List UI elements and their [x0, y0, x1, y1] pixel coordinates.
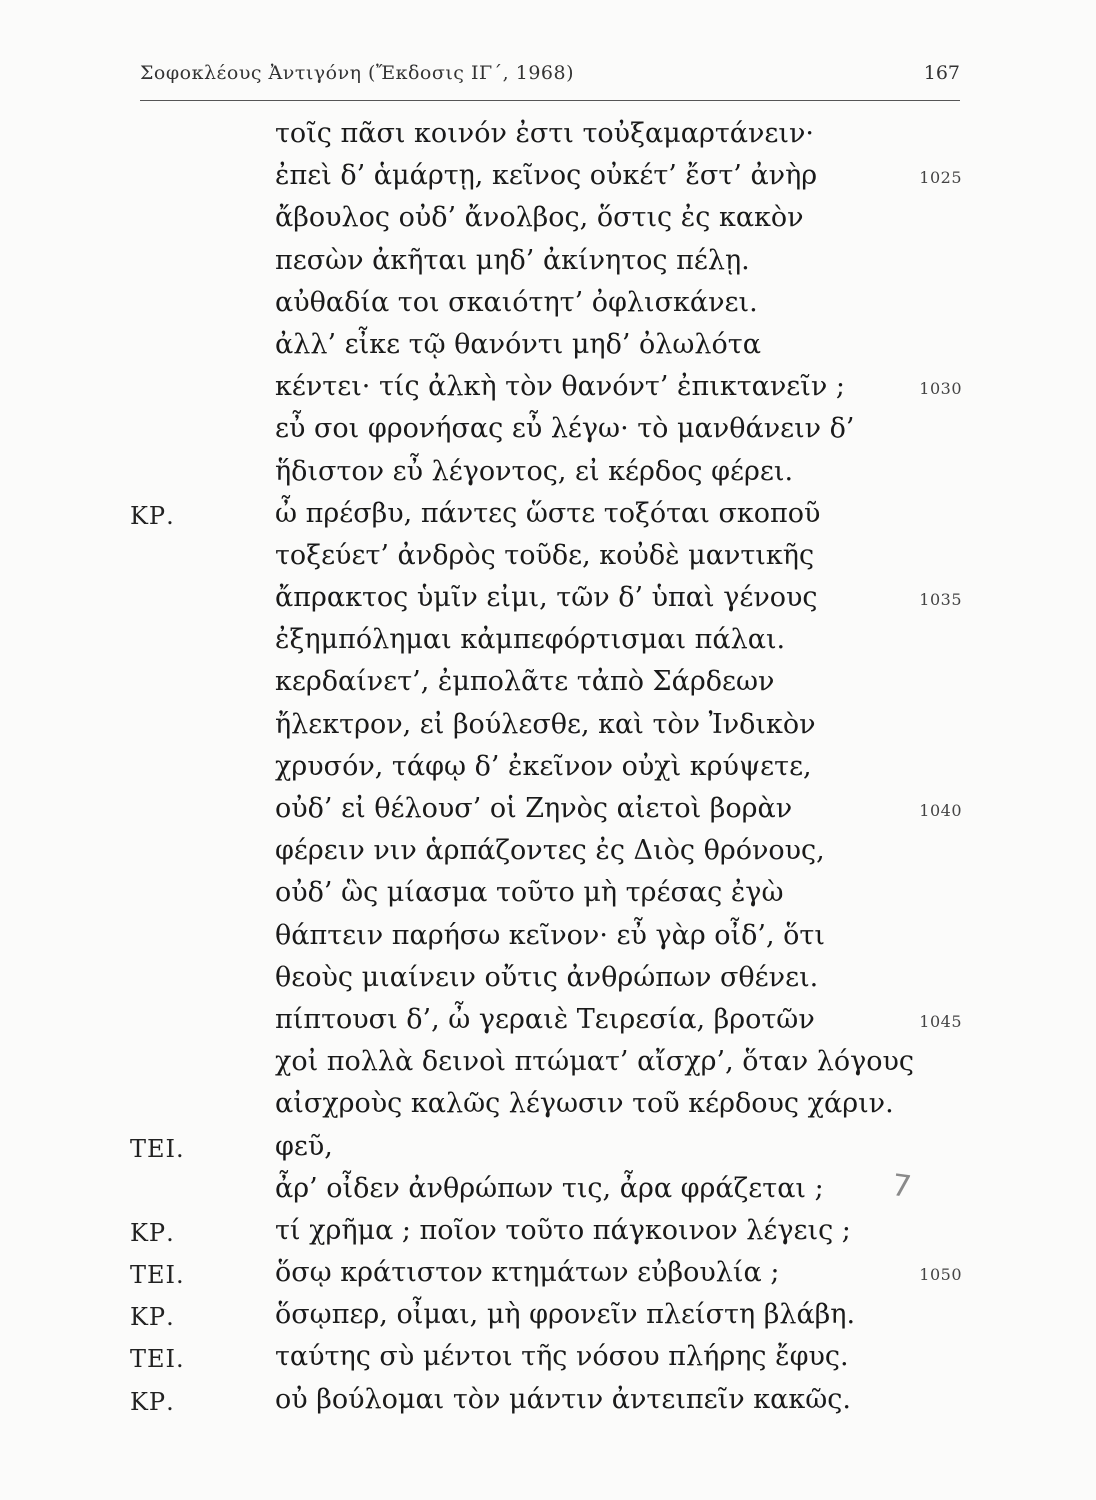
speaker-label: ΤΕΙ.: [130, 1134, 185, 1163]
verse-text: οὐδ’ εἰ θέλουσ’ οἱ Ζηνὸς αἰετοὶ βορὰν: [275, 793, 793, 824]
verse-text: χοἰ πολλὰ δεινοὶ πτώματ’ αἴσχρ’, ὅταν λόγους: [275, 1046, 915, 1078]
verse-line: [0, 1167, 1096, 1215]
verse-block: [0, 118, 1096, 1426]
verse-text: πίπτουσι δ’, ὦ γεραιὲ Τειρεσία, βροτῶν: [275, 1003, 815, 1035]
verse-text: κέντει· τίς ἀλκὴ τὸν θανόντ’ ἐπικτανεῖν ;: [275, 371, 845, 403]
header-rule: [140, 100, 960, 101]
verse-text: κερδαίνετ’, ἐμπολᾶτε τἀπὸ Σάρδεων: [275, 666, 775, 698]
verse-text: εὖ σοι φρονήσας εὖ λέγω· τὸ μανθάνειν δ’: [275, 413, 855, 445]
line-number: 1040: [919, 801, 962, 820]
running-title: Σοφοκλέους Ἀντιγόνη (Ἔκδοσις ΙΓ΄, 1968): [140, 62, 575, 84]
verse-text: ὅσῳπερ, οἶμαι, μὴ φρονεῖν πλείστη βλάβη.: [275, 1299, 856, 1331]
verse-line: [0, 1341, 1096, 1383]
speaker-label: ΤΕΙ.: [130, 1261, 185, 1290]
verse-line: [0, 582, 1096, 624]
verse-line: [0, 835, 1096, 877]
verse-text: αἰσχροὺς καλῶς λέγωσιν τοῦ κέρδους χάριν.: [275, 1088, 894, 1120]
speaker-label: ΚΡ.: [130, 1303, 175, 1332]
verse-text: οὐδ’ ὣς μίασμα τοῦτο μὴ τρέσας ἐγὼ: [275, 877, 784, 909]
verse-line: [0, 413, 1096, 455]
verse-line: [0, 1046, 1096, 1088]
line-number: 1030: [919, 379, 962, 399]
speaker-label: ΚΡ.: [130, 1218, 175, 1247]
verse-text: ἐξημπόλημαι κἀμπεφόρτισμαι πάλαι.: [275, 624, 786, 656]
verse-text: ἐπεὶ δ’ ἁμάρτῃ, κεῖνος οὐκέτ’ ἔστ’ ἀνὴρ: [275, 160, 818, 192]
line-number: 1025: [919, 168, 962, 188]
line-number: 1035: [919, 590, 962, 610]
verse-text: τοῖς πᾶσι κοινόν ἐστι τοὐξαμαρτάνειν·: [275, 118, 814, 149]
verse-line: [0, 329, 1096, 371]
verse-line: [0, 498, 1096, 540]
verse-line: [0, 1004, 1096, 1046]
verse-text: οὐ βούλομαι τὸν μάντιν ἀντειπεῖν κακῶς.: [275, 1383, 851, 1415]
verse-line: [0, 920, 1096, 962]
verse-text: πεσὼν ἀκῆται μηδ’ ἀκίνητος πέλῃ.: [275, 244, 750, 276]
running-head: [140, 62, 960, 88]
verse-text: τί χρῆμα ; ποῖον τοῦτο πάγκοινον λέγεις ;: [275, 1214, 851, 1246]
verse-line: [0, 1215, 1096, 1257]
verse-text: ὦ πρέσβυ, πάντες ὥστε τοξόται σκοποῦ: [275, 497, 821, 529]
verse-line: [0, 1131, 1096, 1173]
speaker-label: ΚΡ.: [130, 501, 175, 530]
speaker-label: ΚΡ.: [130, 1387, 175, 1416]
verse-text: ἄβουλος οὐδ’ ἄνολβος, ὅστις ἐς κακὸν: [275, 202, 804, 234]
verse-text: χρυσόν, τάφῳ δ’ ἐκεῖνον οὐχὶ κρύψετε,: [275, 750, 812, 782]
verse-line: [0, 160, 1096, 202]
page-number: 167: [923, 62, 960, 84]
verse-line: [0, 666, 1096, 708]
verse-line: [0, 371, 1096, 413]
verse-line: [0, 877, 1096, 919]
verse-line: [0, 751, 1096, 793]
verse-line: [0, 709, 1096, 751]
verse-line: [0, 287, 1096, 329]
verse-line: [0, 202, 1096, 244]
verse-line: [0, 245, 1096, 287]
verse-line: [0, 962, 1096, 1004]
pencil-mark: 7: [889, 1167, 914, 1205]
verse-line: [0, 1257, 1096, 1299]
verse-text: ἤλεκτρον, εἰ βούλεσθε, καὶ τὸν Ἰνδικὸν: [275, 708, 816, 740]
verse-line: [0, 1088, 1096, 1130]
verse-text: ἀλλ’ εἶκε τῷ θανόντι μηδ’ ὀλωλότα: [275, 328, 761, 360]
verse-text: αὐθαδία τοι σκαιότητ’ ὀφλισκάνει.: [275, 286, 758, 318]
verse-text: ταύτης σὺ μέντοι τῆς νόσου πλήρης ἔφυς.: [275, 1341, 849, 1373]
verse-text: ὅσῳ κράτιστον κτημάτων εὐβουλία ;: [275, 1257, 780, 1289]
verse-line: [0, 540, 1096, 582]
speaker-label: ΤΕΙ.: [130, 1345, 185, 1374]
line-number: 1045: [919, 1011, 962, 1031]
verse-text: τοξεύετ’ ἀνδρὸς τοῦδε, κοὐδὲ μαντικῆς: [275, 539, 815, 571]
verse-text: ἥδιστον εὖ λέγοντος, εἰ κέρδος φέρει.: [275, 455, 794, 487]
verse-text: θάπτειν παρήσω κεῖνον· εὖ γὰρ οἶδ’, ὅτι: [275, 919, 825, 951]
verse-text: φεῦ,: [275, 1130, 333, 1162]
verse-text: φέρειν νιν ἁρπάζοντες ἐς Διὸς θρόνους,: [275, 835, 825, 867]
verse-line: [0, 1384, 1096, 1426]
verse-line: [0, 624, 1096, 666]
verse-line: [0, 456, 1096, 498]
verse-line: [0, 793, 1096, 835]
verse-line: [0, 118, 1096, 160]
verse-text: ἆρ’ οἶδεν ἀνθρώπων τις, ἆρα φράζεται ;: [275, 1172, 824, 1204]
verse-text: θεοὺς μιαίνειν οὔτις ἀνθρώπων σθένει.: [275, 961, 819, 993]
verse-line: [0, 1299, 1096, 1341]
line-number: 1050: [919, 1265, 962, 1285]
verse-text: ἄπρακτος ὑμῖν εἰμι, τῶν δ’ ὑπαὶ γένους: [275, 582, 818, 614]
